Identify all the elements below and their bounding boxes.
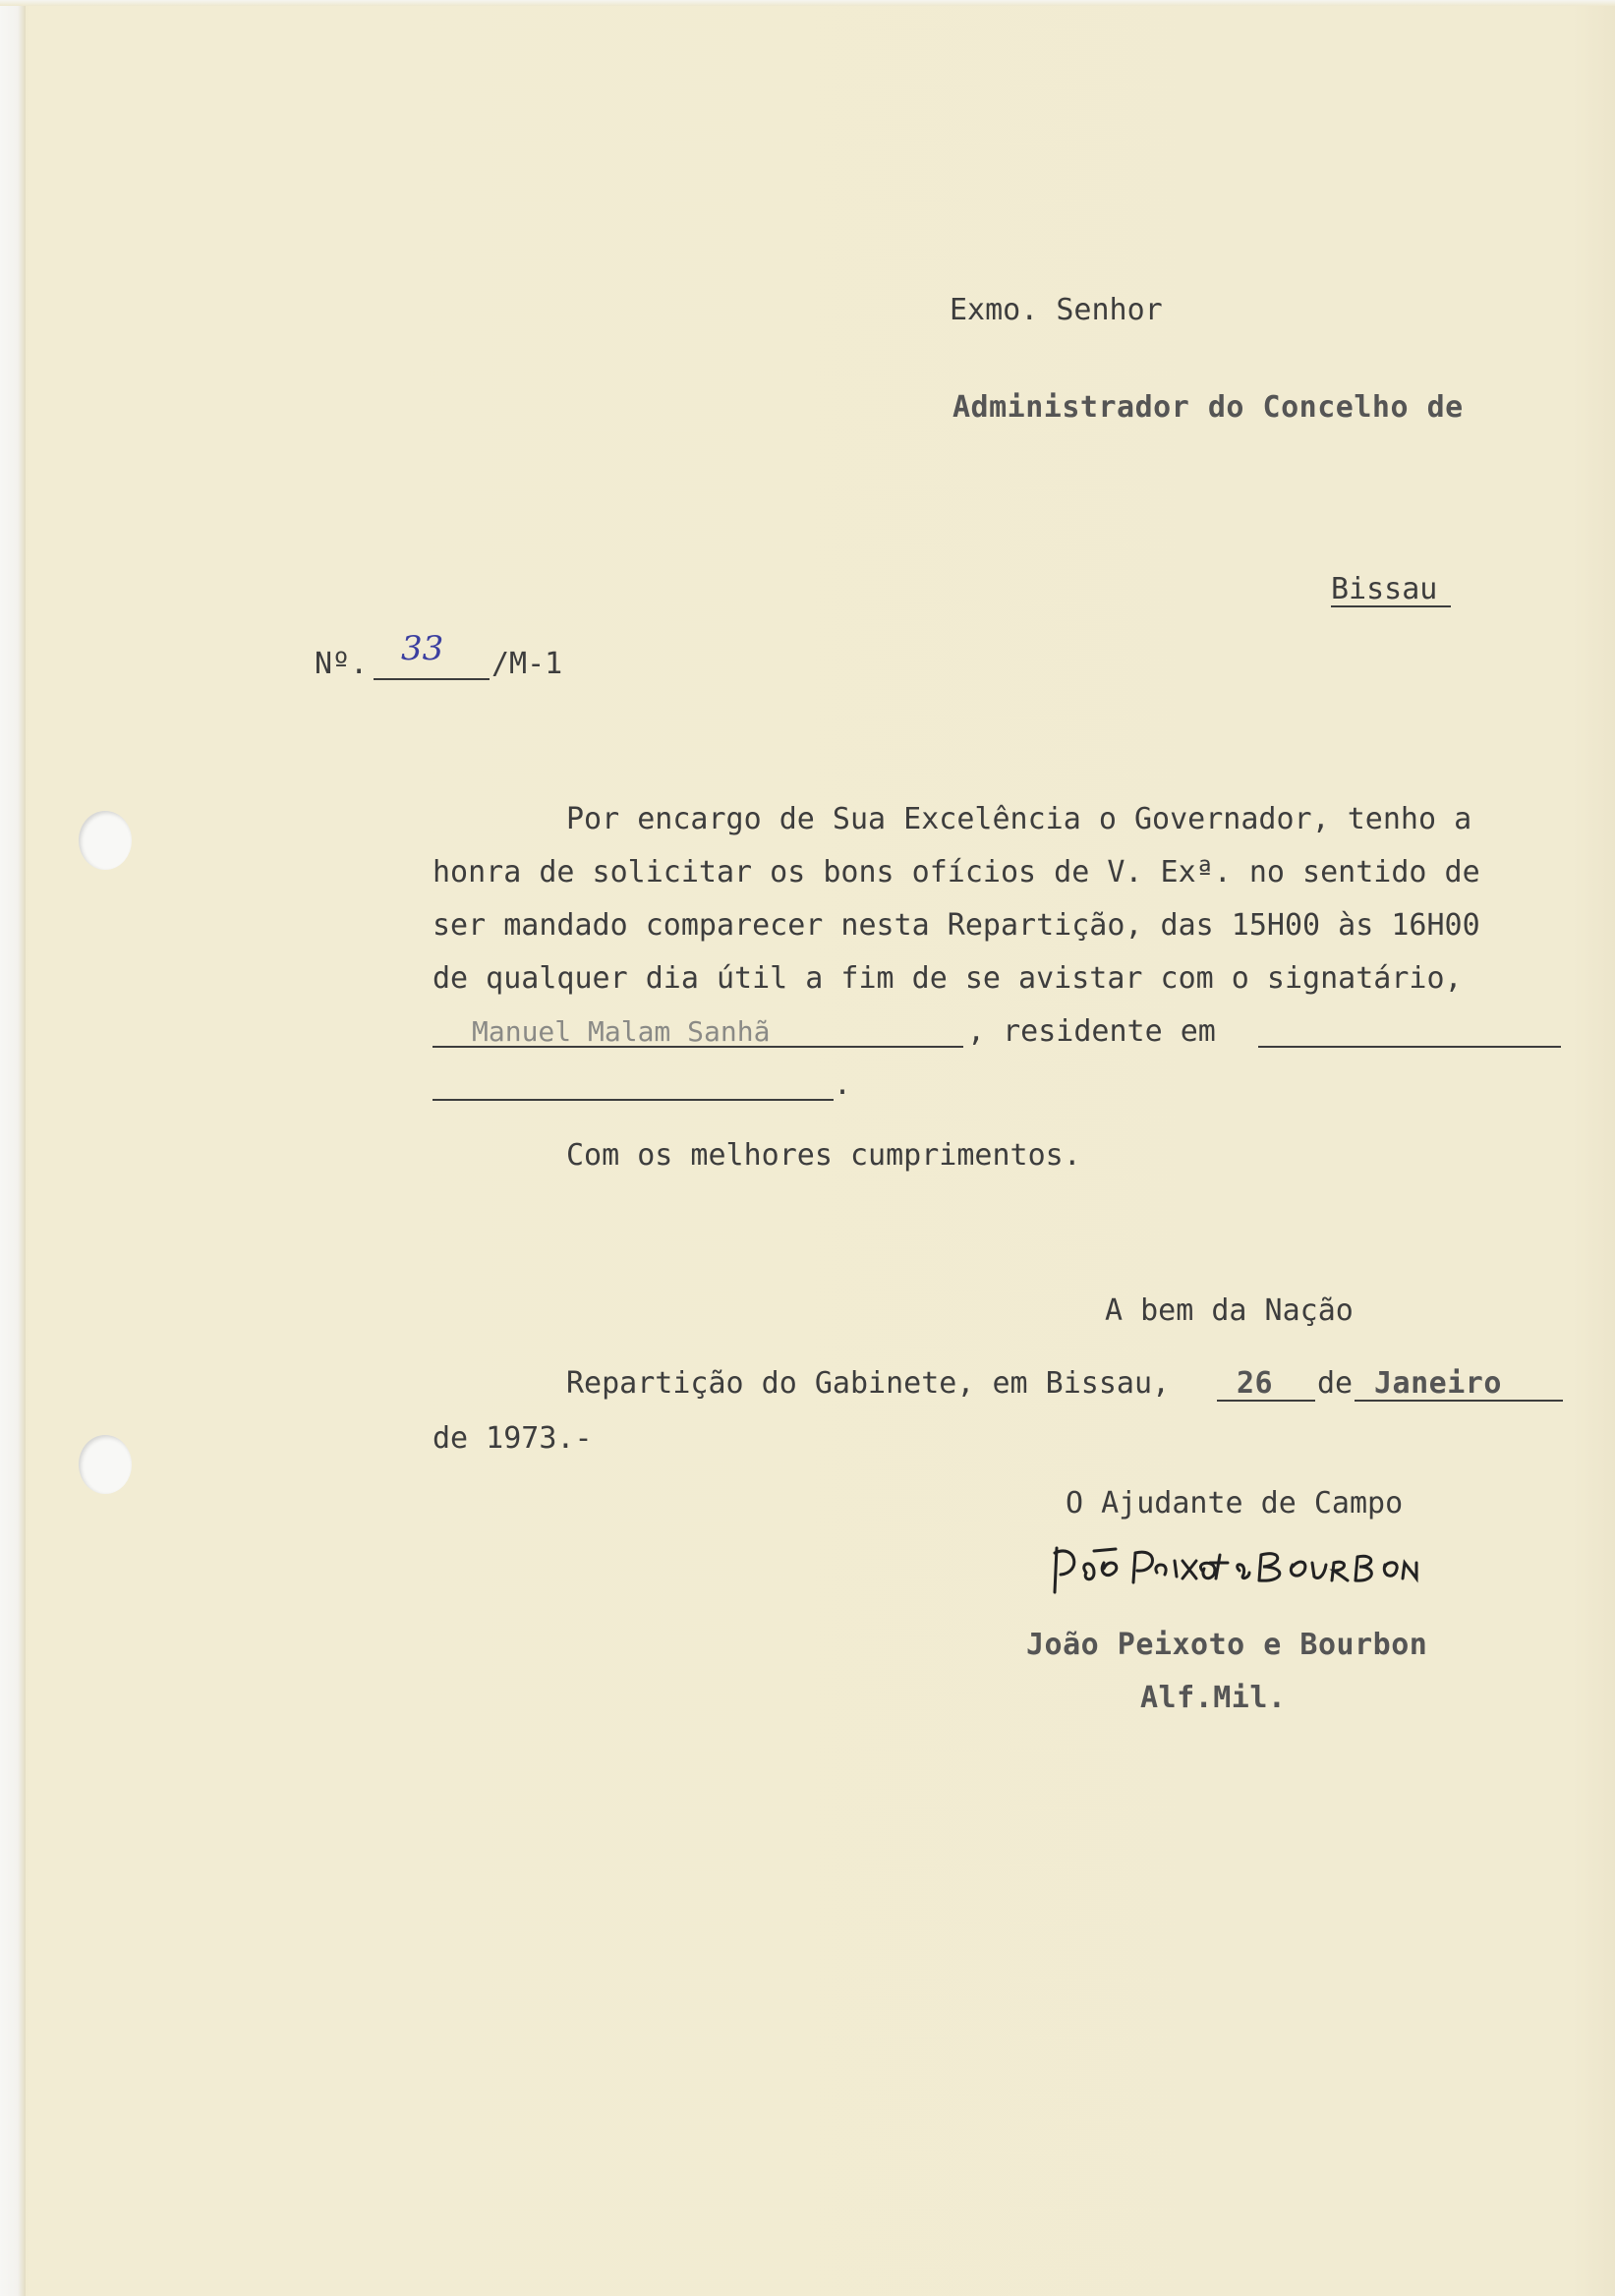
rank: Alf.Mil. [1140,1681,1287,1715]
reference-number-line [374,678,490,680]
reference-prefix: Nº. [315,647,369,681]
date-de-label: de [1317,1366,1354,1401]
date-month: Janeiro [1374,1366,1502,1401]
salutation: Exmo. Senhor [950,293,1163,327]
signature-text: João Peixoto e Bourbon [1047,1590,1178,1601]
date-year: de 1973.- [433,1421,593,1456]
paper-left-edge [0,0,26,2296]
addressee-place: Bissau [1331,572,1438,606]
paper-top-edge [0,0,1615,6]
person-name-line [433,1046,963,1048]
date-day-line [1217,1400,1315,1402]
body-line-3: ser mandado comparecer nesta Repartição, das 15H00 às 16H00 [433,908,1480,943]
signature-role: O Ajudante de Campo [1066,1486,1404,1521]
residence-line-2 [433,1099,834,1101]
body-line-4: de qualquer dia útil a fim de se avistar com o signatário, [433,961,1463,996]
handwritten-signature [1047,1533,1420,1602]
person-name: Manuel Malam Sanhã [472,1015,771,1048]
addressee-place-underline [1331,605,1451,607]
date-day: 26 [1237,1366,1274,1401]
body-line-1: Por encargo de Sua Excelência o Governador, tenho a [566,802,1472,836]
body-line-2: honra de solicitar os bons ofícios de V. Exª. no sentido de [433,855,1480,890]
date-line-prefix: Repartição do Gabinete, em Bissau, [566,1366,1171,1401]
date-month-line [1355,1400,1563,1402]
addressee-title: Administrador do Concelho de [952,390,1464,425]
residence-line [1258,1046,1561,1048]
residence-end-dot: . [834,1067,852,1102]
typed-name: João Peixoto e Bourbon [1026,1628,1428,1662]
punch-hole-lower [79,1435,132,1494]
reference-number: 33 [401,629,444,668]
reference-suffix: /M-1 [491,647,563,681]
residente-label: , residente em [967,1014,1216,1049]
punch-hole-upper [79,811,132,870]
closing-greeting: Com os melhores cumprimentos. [566,1138,1081,1173]
motto: A bem da Nação [1105,1293,1354,1328]
